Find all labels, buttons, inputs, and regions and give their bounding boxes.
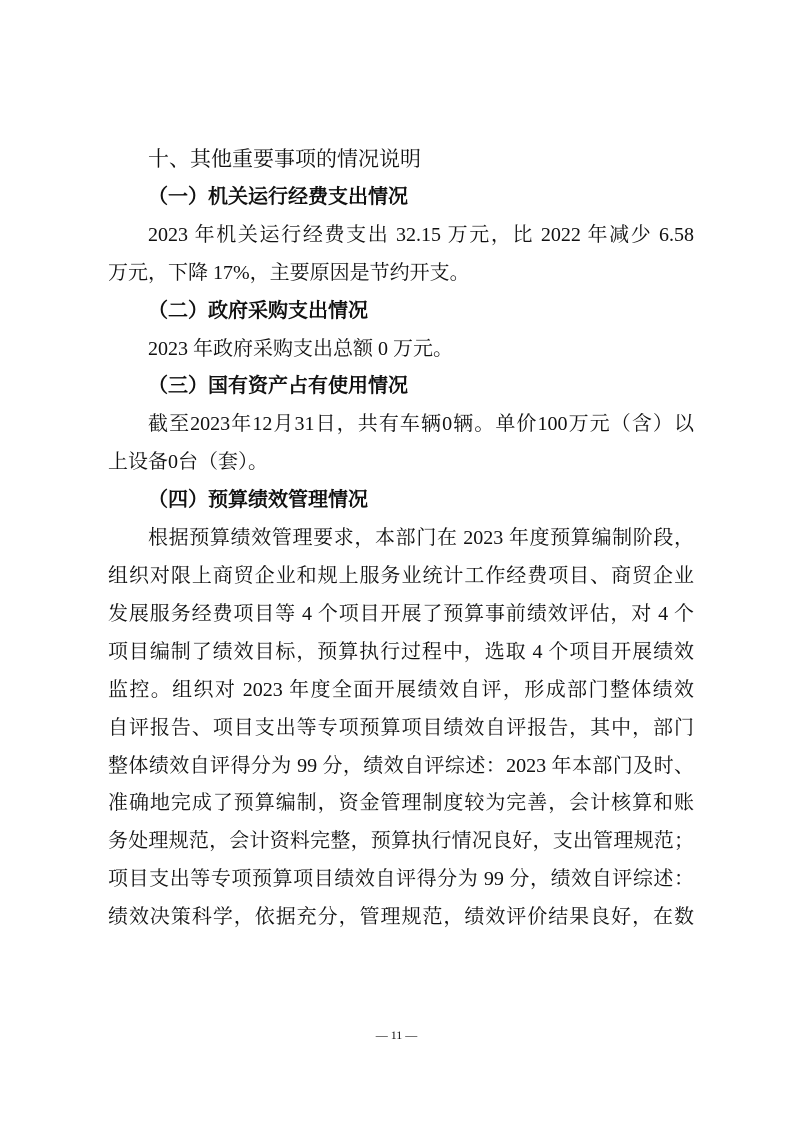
paragraph-line: 自评报告、项目支出等专项预算项目绩效自评报告，其中，部门 <box>108 716 694 739</box>
paragraph-line: 务处理规范，会计资料完整，预算执行情况良好，支出管理规范； <box>108 830 694 853</box>
paragraph-line: 整体绩效自评得分为 99 分，绩效自评综述：2023 年本部门及时、 <box>108 754 694 777</box>
paragraph-line: 上设备0台（套）。 <box>108 451 268 474</box>
subsection-title-3: （三）国有资产占有使用情况 <box>148 375 408 398</box>
section-title: 十、其他重要事项的情况说明 <box>148 148 421 171</box>
page-number: — 11 — <box>375 1028 418 1043</box>
paragraph-line: 项目编制了绩效目标，预算执行过程中，选取 4 个项目开展绩效 <box>108 640 694 663</box>
paragraph-line: 根据预算绩效管理要求，本部门在 2023 年度预算编制阶段， <box>148 527 694 550</box>
document-body <box>108 0 694 937</box>
paragraph-line: 2023 年机关运行经费支出 32.15 万元，比 2022 年减少 6.58 <box>148 223 694 246</box>
paragraph-line: 万元，下降 17%，主要原因是节约开支。 <box>108 261 470 284</box>
subsection-title-4: （四）预算绩效管理情况 <box>148 489 368 512</box>
subsection-title-2: （二）政府采购支出情况 <box>148 299 368 322</box>
paragraph-line: 发展服务经费项目等 4 个项目开展了预算事前绩效评估，对 4 个 <box>108 602 694 625</box>
paragraph-line: 组织对限上商贸企业和规上服务业统计工作经费项目、商贸企业 <box>108 564 694 587</box>
subsection-title-1: （一）机关运行经费支出情况 <box>148 185 408 208</box>
paragraph-line: 监控。组织对 2023 年度全面开展绩效自评，形成部门整体绩效 <box>108 678 694 701</box>
paragraph-line: 准确地完成了预算编制，资金管理制度较为完善，会计核算和账 <box>108 792 694 815</box>
paragraph-line: 2023 年政府采购支出总额 0 万元。 <box>148 337 453 360</box>
paragraph-line: 截至2023年12月31日，共有车辆0辆。单价100万元（含）以 <box>148 413 694 436</box>
paragraph-line: 项目支出等专项预算项目绩效自评得分为 99 分，绩效自评综述： <box>108 868 694 891</box>
paragraph-line: 绩效决策科学，依据充分，管理规范，绩效评价结果良好，在数 <box>108 906 694 929</box>
